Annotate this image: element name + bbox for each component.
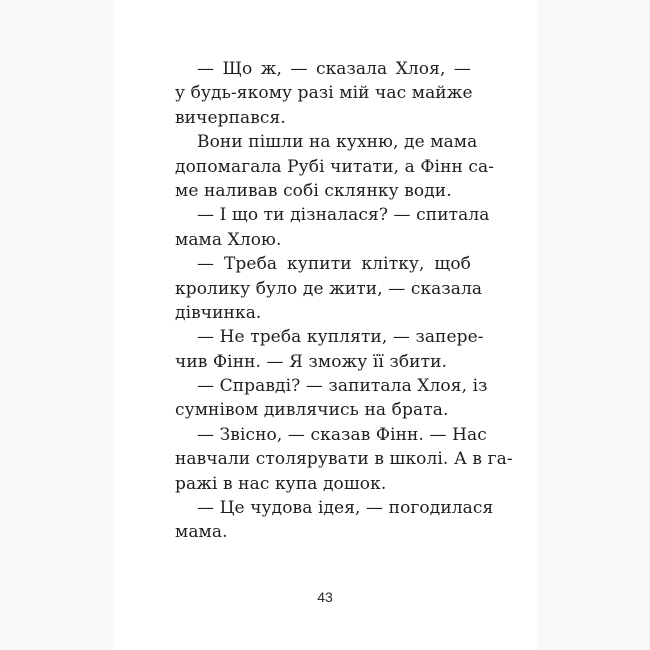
text-line: — Не треба купляти, — запере- — [197, 327, 484, 348]
book-page — [113, 0, 537, 650]
text-line: навчали столярувати в школі. А в га- — [175, 449, 513, 470]
text-line: сумнівом дивлячись на брата. — [175, 400, 449, 421]
text-line: ражі в нас купа дошок. — [175, 473, 387, 494]
text-line: кролику було де жити, — сказала — [175, 278, 483, 299]
text-line: — Це чудова ідея, — погодилася — [197, 498, 494, 519]
page-text — [175, 57, 513, 545]
text-line: — Треба купити клітку, щоб — [197, 254, 471, 275]
page-number: 43 — [317, 589, 333, 605]
text-line: — І що ти дізналася? — спитала — [197, 205, 490, 226]
text-line: мама. — [175, 522, 228, 543]
text-line: — Що ж, — сказала Хлоя, — — [197, 59, 471, 79]
text-line: — Звісно, — сказав Фінн. — Нас — [197, 424, 487, 445]
text-line: — Справді? — запитала Хлоя, із — [197, 376, 488, 397]
text-line: допомагала Рубі читати, а Фінн са- — [175, 156, 495, 177]
text-line: дівчинка. — [175, 302, 262, 323]
text-line: мама Хлою. — [175, 229, 282, 250]
text-line: ме наливав собі склянку води. — [175, 180, 452, 201]
text-line: Вони пішли на кухню, де мама — [197, 132, 478, 153]
text-line: вичерпався. — [175, 107, 286, 128]
text-line: у будь-якому разі мій час майже — [175, 83, 473, 104]
text-line: чив Фінн. — Я зможу її збити. — [175, 351, 448, 372]
